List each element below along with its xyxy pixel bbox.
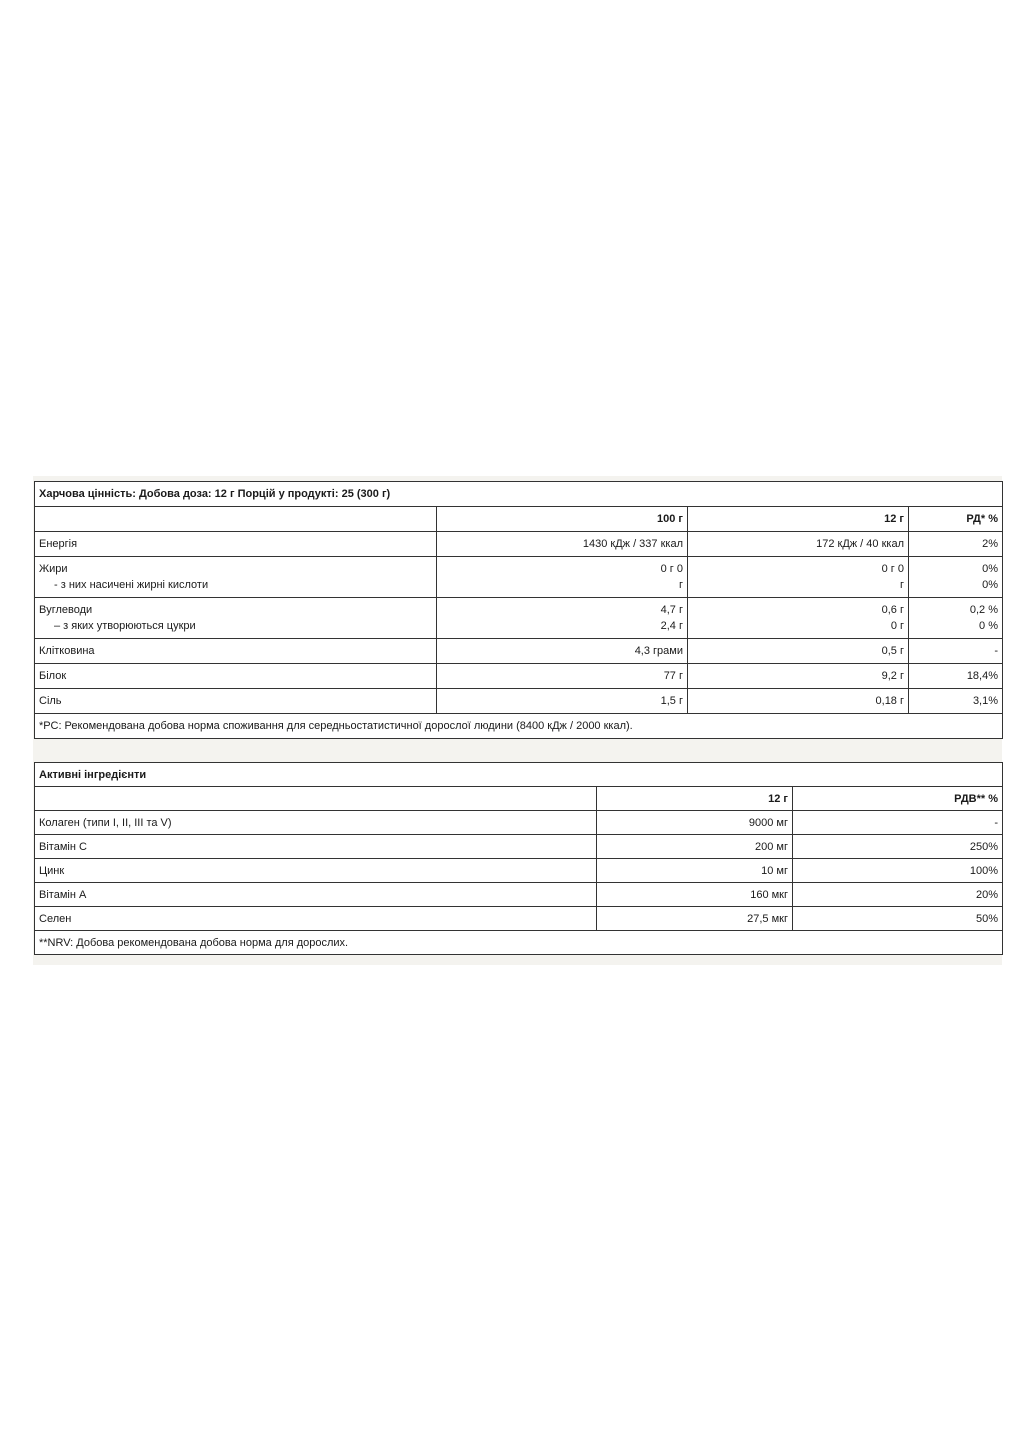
table-row <box>35 859 1003 883</box>
value-per12: 0 г 0 <box>881 563 904 575</box>
value-rd-sub: 0% <box>982 579 999 591</box>
row-label: Білок <box>35 664 437 689</box>
table-row <box>35 883 1003 907</box>
value-rd: 0,2 % <box>969 604 999 616</box>
value-per12: 0,6 г <box>881 604 904 616</box>
nutrition-header-row <box>35 507 1003 532</box>
value-rd: - <box>909 639 1003 664</box>
ingredient-rdv: 20% <box>793 883 1003 907</box>
ingredient-rdv: 100% <box>793 859 1003 883</box>
row-label-cell <box>35 598 437 639</box>
value-rd: 2% <box>909 532 1003 557</box>
value-per12: 0,5 г <box>688 639 909 664</box>
header-rdv: РДВ** % <box>793 787 1003 811</box>
nutrition-title-row <box>35 482 1003 507</box>
nutrition-table <box>34 481 1003 739</box>
table-row <box>35 532 1003 557</box>
value-per12-sub: г <box>899 579 904 591</box>
ingredient-name: Вітамін А <box>35 883 597 907</box>
value-per100: 4,7 г <box>660 604 683 616</box>
ingredient-amount: 160 мкг <box>597 883 793 907</box>
value-per100: 77 г <box>437 664 688 689</box>
ingredient-amount: 10 мг <box>597 859 793 883</box>
value-per12-cell <box>688 598 909 639</box>
value-rd: 3,1% <box>909 689 1003 714</box>
ingredient-amount: 200 мг <box>597 835 793 859</box>
value-rd: 18,4% <box>909 664 1003 689</box>
table-row <box>35 557 1003 598</box>
value-per100-cell <box>437 557 688 598</box>
header-empty-cell <box>35 507 437 532</box>
active-title: Активні інгредієнти <box>35 763 1003 787</box>
table-row <box>35 689 1003 714</box>
row-label: Сіль <box>35 689 437 714</box>
header-empty-cell <box>35 787 597 811</box>
table-row <box>35 639 1003 664</box>
active-title-row <box>35 763 1003 787</box>
value-per12: 9,2 г <box>688 664 909 689</box>
table-row <box>35 598 1003 639</box>
header-amount: 12 г <box>597 787 793 811</box>
value-per100: 1430 кДж / 337 ккал <box>437 532 688 557</box>
ingredient-name: Цинк <box>35 859 597 883</box>
active-footnote-row <box>35 931 1003 955</box>
value-rd-cell <box>909 557 1003 598</box>
value-rd-sub: 0 % <box>979 620 999 632</box>
row-sublabel: – з яких утворюються цукри <box>54 620 196 632</box>
ingredient-rdv: 250% <box>793 835 1003 859</box>
header-per12: 12 г <box>688 507 909 532</box>
ingredient-name: Колаген (типи I, II, III та V) <box>35 811 597 835</box>
active-footnote: **NRV: Добова рекомендована добова норма для дорослих. <box>35 931 1003 955</box>
active-ingredients-table <box>34 762 1003 955</box>
row-label: Вуглеводи <box>39 604 93 616</box>
table-row <box>35 907 1003 931</box>
value-per100: 4,3 грами <box>437 639 688 664</box>
ingredient-amount: 27,5 мкг <box>597 907 793 931</box>
row-label: Енергія <box>35 532 437 557</box>
ingredient-name: Селен <box>35 907 597 931</box>
nutrition-footnote: *РС: Рекомендована добова норма споживання для середньостатистичної дорослої людини (8400 кДж / 2000 ккал). <box>35 714 1003 739</box>
ingredient-name: Вітамін С <box>35 835 597 859</box>
value-per12-sub: 0 г <box>890 620 904 632</box>
ingredient-amount: 9000 мг <box>597 811 793 835</box>
value-per12-cell <box>688 557 909 598</box>
row-label: Клітковина <box>35 639 437 664</box>
header-per100: 100 г <box>437 507 688 532</box>
value-per12: 0,18 г <box>688 689 909 714</box>
nutrition-title: Харчова цінність: Добова доза: 12 г Порцій у продукті: 25 (300 г) <box>35 482 1003 507</box>
value-per100-cell <box>437 598 688 639</box>
nutrition-footnote-row <box>35 714 1003 739</box>
value-per12: 172 кДж / 40 ккал <box>688 532 909 557</box>
ingredient-rdv: - <box>793 811 1003 835</box>
table-row <box>35 835 1003 859</box>
row-label: Жири <box>39 563 68 575</box>
value-per100-sub: 2,4 г <box>660 620 683 632</box>
row-sublabel: - з них насичені жирні кислоти <box>54 579 209 591</box>
value-per100: 0 г 0 <box>660 563 683 575</box>
header-rd: РД* % <box>909 507 1003 532</box>
row-label-cell <box>35 557 437 598</box>
ingredient-rdv: 50% <box>793 907 1003 931</box>
value-per100-sub: г <box>678 579 683 591</box>
value-per100: 1,5 г <box>437 689 688 714</box>
table-row <box>35 664 1003 689</box>
active-header-row <box>35 787 1003 811</box>
value-rd: 0% <box>982 563 999 575</box>
value-rd-cell <box>909 598 1003 639</box>
table-row <box>35 811 1003 835</box>
